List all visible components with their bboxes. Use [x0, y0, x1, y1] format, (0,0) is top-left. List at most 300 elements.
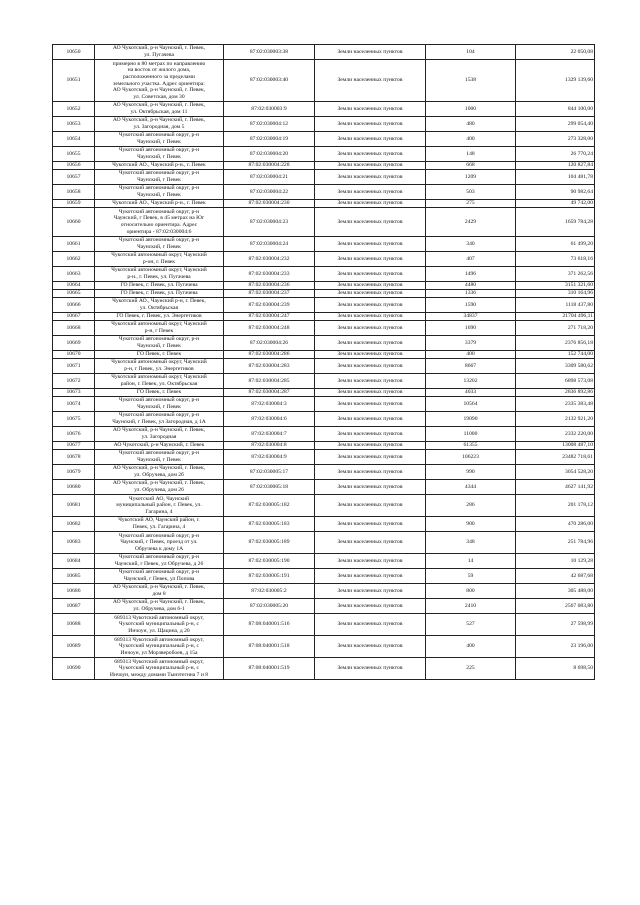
row-number-cell: 10685 — [53, 569, 95, 584]
address-line: Чукотский автономный округ, р-н — [118, 336, 200, 343]
table-row — [53, 132, 595, 147]
cadastral-value-cell: 371 262,56 — [516, 267, 595, 282]
address-line: АО Чукотский, р-н Чаунский, г. Певек, — [112, 45, 206, 52]
address-line: Инчоун, ул Морзверобоев, д 15а — [120, 649, 198, 656]
address-cell — [95, 584, 224, 599]
row-number-cell: 10657 — [53, 170, 95, 185]
land-category-cell: Земли населенных пунктов — [315, 237, 426, 252]
row-number-cell: 10677 — [53, 442, 95, 450]
cadastral-number-cell: 87:02:030004:230 — [224, 200, 315, 208]
land-category-cell: Земли населенных пунктов — [315, 599, 426, 614]
area-cell: 407 — [426, 252, 516, 267]
land-category-cell: Земли населенных пунктов — [315, 200, 426, 208]
address-line: Чукотский автономный округ, Чаунский — [111, 321, 207, 328]
land-category-cell: Земли населенных пунктов — [315, 45, 426, 60]
land-category-cell: Земли населенных пунктов — [315, 208, 426, 237]
cadastral-number-cell: 87:02:030005:2 — [224, 584, 315, 599]
cadastral-number-cell: 87:02:030003:9 — [224, 102, 315, 117]
address-line: дом 8 — [152, 591, 166, 597]
cadastral-value-cell: 23 196,00 — [516, 636, 595, 658]
table-row — [53, 170, 595, 185]
address-cell — [95, 569, 224, 584]
address-line: Инчоун, ул. Щацина, д 20 — [128, 627, 190, 634]
row-number-cell: 10666 — [53, 298, 95, 313]
cadastral-number-cell: 87:02:030004:23 — [224, 208, 315, 237]
cadastral-number-cell: 87:02:030004:247 — [224, 313, 315, 321]
address-line: АО Чукотский, р-н Чаунский, г. Певек, — [112, 427, 206, 434]
cadastral-number-cell: 87:02:030004:287 — [224, 389, 315, 397]
row-number-cell: 10675 — [53, 412, 95, 427]
area-cell: 503 — [426, 185, 516, 200]
area-cell: 13202 — [426, 374, 516, 389]
cadastral-value-cell: 13008 487,10 — [516, 442, 595, 450]
cadastral-number-cell: 87:02:030004:285 — [224, 374, 315, 389]
address-cell — [95, 147, 224, 162]
address-cell — [95, 465, 224, 480]
address-line: ориентира - 87:02:030004:6 — [126, 228, 192, 235]
land-category-cell: Земли населенных пунктов — [315, 147, 426, 162]
cadastral-number-cell: 87:02:030004:248 — [224, 321, 315, 336]
address-line: примерно в 80 метрах по направлению — [112, 60, 206, 67]
table-row — [53, 397, 595, 412]
land-category-cell: Земли населенных пунктов — [315, 290, 426, 298]
cadastral-number-cell: 87:02:030005:20 — [224, 599, 315, 614]
cadastral-value-cell: 251 784,96 — [516, 532, 595, 554]
row-number-cell: 10662 — [53, 252, 95, 267]
address-line: ГО Певек, г. Певек — [136, 351, 182, 358]
address-line: Чукотский автономный округ, Чаунский — [111, 252, 207, 259]
address-line: Чукотский АО., Чаунский р-н., г. Певек — [112, 200, 206, 207]
table-row — [53, 60, 595, 102]
address-cell — [95, 313, 224, 321]
land-category-cell: Земли населенных пунктов — [315, 336, 426, 351]
document-page — [52, 44, 594, 680]
address-cell — [95, 427, 224, 442]
table-row — [53, 298, 595, 313]
address-line: АО Чукотский, р-н Чаунский, г. Певек, — [112, 480, 206, 487]
land-category-cell: Земли населенных пунктов — [315, 321, 426, 336]
land-category-cell: Земли населенных пунктов — [315, 267, 426, 282]
cadastral-value-cell: 8 698,50 — [516, 658, 595, 680]
address-cell — [95, 252, 224, 267]
cadastral-number-cell: 87:02:030005:17 — [224, 465, 315, 480]
table-row — [53, 321, 595, 336]
row-number-cell: 10654 — [53, 132, 95, 147]
area-cell: 286 — [426, 495, 516, 517]
area-cell: 1496 — [426, 267, 516, 282]
table-row — [53, 517, 595, 532]
row-number-cell: 10673 — [53, 389, 95, 397]
address-line: район, г. Певек, ул. Октябрьская — [120, 381, 198, 387]
land-category-cell: Земли населенных пунктов — [315, 397, 426, 412]
address-cell — [95, 162, 224, 170]
address-line: 689313 Чукотский автономный округ, — [114, 614, 204, 621]
address-cell — [95, 237, 224, 252]
cadastral-value-cell: 22 050,08 — [516, 45, 595, 60]
area-cell: 480 — [426, 117, 516, 132]
cadastral-number-cell: 87:02:030004:286 — [224, 351, 315, 359]
address-cell — [95, 290, 224, 298]
area-cell: 148 — [426, 147, 516, 162]
land-category-cell: Земли населенных пунктов — [315, 313, 426, 321]
table-row — [53, 282, 595, 290]
table-row — [53, 427, 595, 442]
address-line: ул. Обручева, дом 2б — [134, 472, 184, 478]
address-line: Чаунский, г Певек, проезд от ул. — [120, 539, 198, 546]
land-category-cell: Земли населенных пунктов — [315, 532, 426, 554]
address-line: Чаунский, г Певек — [137, 244, 181, 250]
land-category-cell: Земли населенных пунктов — [315, 465, 426, 480]
cadastral-number-cell: 87:02:030004:19 — [224, 132, 315, 147]
address-line: р-н, г Певек, ул. Энергетиков — [124, 366, 194, 372]
row-number-cell: 10687 — [53, 599, 95, 614]
cadastral-value-cell: 470 286,00 — [516, 517, 595, 532]
area-cell: 10564 — [426, 397, 516, 412]
table-row — [53, 102, 595, 117]
land-category-cell: Земли населенных пунктов — [315, 389, 426, 397]
cadastral-value-cell: 2567 083,80 — [516, 599, 595, 614]
address-line: АО Чукотский, р-н Чаунский, г. Певек, — [112, 87, 206, 94]
table-row — [53, 658, 595, 680]
area-cell: 106223 — [426, 450, 516, 465]
land-category-cell: Земли населенных пунктов — [315, 102, 426, 117]
address-line: земельного участка. Адрес ориентира: — [113, 80, 205, 87]
table-row — [53, 200, 595, 208]
area-cell: 3379 — [426, 336, 516, 351]
address-line: р-он, г. Певек — [142, 259, 176, 265]
land-category-cell: Земли населенных пунктов — [315, 427, 426, 442]
address-cell — [95, 185, 224, 200]
address-line: ул. Октябрьская, дом 11 — [130, 109, 188, 115]
table-row — [53, 267, 595, 282]
table-row — [53, 569, 595, 584]
address-line: Чукотский автономный округ, р-н — [118, 532, 200, 539]
cadastral-number-cell: 87:02:030004:12 — [224, 117, 315, 132]
address-line: Чаунский, г Певек — [137, 457, 181, 463]
cadastral-number-cell: 87:02:030004:3 — [224, 397, 315, 412]
address-line: Чукотский муниципальный р-н, с — [119, 621, 199, 628]
address-line: ул. Обручева, дом 26 — [134, 487, 184, 493]
row-number-cell: 10682 — [53, 517, 95, 532]
cadastral-number-cell: 87:02:030005:190 — [224, 554, 315, 569]
row-number-cell: 10663 — [53, 267, 95, 282]
land-category-cell: Земли населенных пунктов — [315, 480, 426, 495]
area-cell: 59 — [426, 569, 516, 584]
address-line: Чукотский муниципальный р-н, с — [119, 665, 199, 672]
address-line: Чукотский АО, Чаунский — [128, 495, 190, 502]
area-cell: 1209 — [426, 170, 516, 185]
row-number-cell: 10688 — [53, 614, 95, 636]
row-number-cell: 10674 — [53, 397, 95, 412]
cadastral-number-cell: 87:02:030005:191 — [224, 569, 315, 584]
address-cell — [95, 614, 224, 636]
address-cell — [95, 45, 224, 60]
row-number-cell: 10652 — [53, 102, 95, 117]
address-line: Чаунский, г Певек — [137, 343, 181, 349]
cadastral-value-cell: 61 499,20 — [516, 237, 595, 252]
address-line: ул. Пугачева — [144, 52, 174, 58]
row-number-cell: 10650 — [53, 45, 95, 60]
cadastral-number-cell: 87:08:040001:519 — [224, 658, 315, 680]
cadastral-value-cell: 73 618,16 — [516, 252, 595, 267]
address-line: Чукотский автономный округ, р-н — [118, 554, 200, 561]
land-category-cell: Земли населенных пунктов — [315, 282, 426, 290]
cadastral-value-cell: 844 100,00 — [516, 102, 595, 117]
area-cell: 1590 — [426, 298, 516, 313]
land-category-cell: Земли населенных пунктов — [315, 614, 426, 636]
area-cell: 348 — [426, 532, 516, 554]
address-line: ул. Советская, дом 30 — [133, 93, 185, 100]
table-row — [53, 313, 595, 321]
row-number-cell: 10689 — [53, 636, 95, 658]
land-category-cell: Земли населенных пунктов — [315, 252, 426, 267]
row-number-cell: 10655 — [53, 147, 95, 162]
address-line: ГО Певек, г. Певек, ул. Энергетиков — [116, 313, 202, 320]
cadastral-value-cell: 1329 139,60 — [516, 60, 595, 102]
address-cell — [95, 636, 224, 658]
table-row — [53, 147, 595, 162]
table-row — [53, 45, 595, 60]
cadastral-number-cell: 87:02:030004:239 — [224, 298, 315, 313]
address-line: расположенного за пределами — [123, 73, 195, 80]
table-row — [53, 554, 595, 569]
address-cell — [95, 282, 224, 290]
row-number-cell: 10679 — [53, 465, 95, 480]
area-cell: 400 — [426, 636, 516, 658]
address-line: Певек, ул. Гагарина, 4 — [132, 524, 186, 530]
cadastral-number-cell: 87:02:030004:6 — [224, 412, 315, 427]
area-cell: 527 — [426, 614, 516, 636]
area-cell: 2410 — [426, 599, 516, 614]
row-number-cell: 10686 — [53, 584, 95, 599]
table-row — [53, 495, 595, 517]
table-row — [53, 290, 595, 298]
row-number-cell: 10660 — [53, 208, 95, 237]
address-cell — [95, 495, 224, 517]
land-category-cell: Земли населенных пунктов — [315, 374, 426, 389]
address-line: Инчоун, между домами Тынэтегина 7 и 8 — [109, 671, 209, 678]
row-number-cell: 10678 — [53, 450, 95, 465]
address-line: ГО Певек, г. Певек — [136, 389, 182, 396]
address-line: Чукотский автономный округ, р-н — [118, 170, 200, 177]
row-number-cell: 10661 — [53, 237, 95, 252]
row-number-cell: 10664 — [53, 282, 95, 290]
row-number-cell: 10658 — [53, 185, 95, 200]
address-line: Чаунский, г Певек — [137, 192, 181, 198]
cadastral-value-cell: 27 598,99 — [516, 614, 595, 636]
area-cell: 8667 — [426, 359, 516, 374]
land-category-cell: Земли населенных пунктов — [315, 636, 426, 658]
address-cell — [95, 397, 224, 412]
area-cell: 1000 — [426, 102, 516, 117]
address-cell — [95, 359, 224, 374]
table-body — [53, 45, 595, 680]
address-line: на восток от жилого дома, — [127, 67, 191, 74]
cadastral-value-cell: 120 827,84 — [516, 162, 595, 170]
cadastral-value-cell: 1118 437,80 — [516, 298, 595, 313]
address-cell — [95, 374, 224, 389]
address-line: Чукотский автономный округ, р-н — [118, 208, 200, 215]
land-category-cell: Земли населенных пунктов — [315, 442, 426, 450]
address-line: Чаунский, г Певек — [137, 154, 181, 160]
address-cell — [95, 517, 224, 532]
address-cell — [95, 298, 224, 313]
address-cell — [95, 442, 224, 450]
area-cell: 4344 — [426, 480, 516, 495]
cadastral-value-cell: 310 164,96 — [516, 290, 595, 298]
address-line: АО Чукотский, р-н Чаунский, г. Певек, — [112, 599, 206, 606]
table-row — [53, 480, 595, 495]
table-row — [53, 359, 595, 374]
row-number-cell: 10667 — [53, 313, 95, 321]
cadastral-value-cell: 305 488,00 — [516, 584, 595, 599]
cadastral-number-cell: 87:02:030004:232 — [224, 252, 315, 267]
cadastral-number-cell: 87:08:040001:516 — [224, 614, 315, 636]
cadastral-value-cell: 104 481,78 — [516, 170, 595, 185]
address-line: Чукотский автономный округ, р-н — [118, 450, 200, 457]
cadastral-number-cell: 87:02:030004:228 — [224, 162, 315, 170]
cadastral-value-cell: 152 744,00 — [516, 351, 595, 359]
address-line: Чукотский муниципальный р-н, с — [119, 643, 199, 650]
table-row — [53, 412, 595, 427]
cadastral-value-cell: 2376 856,18 — [516, 336, 595, 351]
cadastral-value-cell: 201 178,12 — [516, 495, 595, 517]
cadastral-value-cell: 2836 892,86 — [516, 389, 595, 397]
address-cell — [95, 658, 224, 680]
address-line: АО Чукотский, р-н Чаунский, г. Певек, — [112, 465, 206, 472]
row-number-cell: 10656 — [53, 162, 95, 170]
address-cell — [95, 208, 224, 237]
cadastral-value-cell: 1659 784,28 — [516, 208, 595, 237]
table-row — [53, 636, 595, 658]
address-line: АО Чукотский, р-н Чаунский, г. Певек, — [112, 117, 206, 124]
cadastral-value-cell: 26 770,24 — [516, 147, 595, 162]
table-row — [53, 208, 595, 237]
address-line: ГО Певек, г. Певек, ул. Пугачева — [120, 282, 198, 289]
area-cell: 14 — [426, 554, 516, 569]
cadastral-number-cell: 87:02:030004:24 — [224, 237, 315, 252]
table-row — [53, 237, 595, 252]
address-line: ул. Загородная, дом 5 — [133, 124, 185, 130]
address-cell — [95, 200, 224, 208]
address-line: Чукотский автономный округ, р-н — [118, 237, 200, 244]
address-line: Чукотский автономный округ, р-н — [118, 147, 200, 154]
area-cell: 4033 — [426, 389, 516, 397]
address-line: Чукотский автономный округ, р-н — [118, 132, 200, 139]
address-line: р-н., г. Певек, ул. Пугачева — [127, 274, 191, 280]
land-category-cell: Земли населенных пунктов — [315, 584, 426, 599]
area-cell: 225 — [426, 658, 516, 680]
table-row — [53, 252, 595, 267]
cadastral-number-cell: 87:02:030005:182 — [224, 495, 315, 517]
land-category-cell: Земли населенных пунктов — [315, 162, 426, 170]
row-number-cell: 10659 — [53, 200, 95, 208]
table-row — [53, 465, 595, 480]
address-line: АО Чукотский, р-н Чаунский, г. Певек, — [112, 102, 206, 109]
table-row — [53, 117, 595, 132]
address-cell — [95, 117, 224, 132]
row-number-cell: 10690 — [53, 658, 95, 680]
address-line: Чаунский, г Певек, ул Обручева, д 26 — [114, 561, 204, 567]
land-category-cell: Земли населенных пунктов — [315, 351, 426, 359]
address-cell — [95, 412, 224, 427]
cadastral-value-cell: 271 718,20 — [516, 321, 595, 336]
address-cell — [95, 554, 224, 569]
land-category-cell: Земли населенных пунктов — [315, 658, 426, 680]
area-cell: 11000 — [426, 427, 516, 442]
address-cell — [95, 450, 224, 465]
address-line: ул. Обручева, дом 6-1 — [133, 606, 185, 612]
address-cell — [95, 60, 224, 102]
cadastral-number-cell: 87:02:030005:189 — [224, 532, 315, 554]
cadastral-number-cell: 87:02:030004:236 — [224, 282, 315, 290]
area-cell: 990 — [426, 465, 516, 480]
address-line: АО Чукотский, р-н Чаунский, г. Певек — [113, 442, 205, 449]
row-number-cell: 10651 — [53, 60, 95, 102]
cadastral-number-cell: 87:02:030004:7 — [224, 427, 315, 442]
land-category-cell: Земли населенных пунктов — [315, 554, 426, 569]
land-category-cell: Земли населенных пунктов — [315, 185, 426, 200]
cadastral-value-cell: 23482 718,61 — [516, 450, 595, 465]
row-number-cell: 10680 — [53, 480, 95, 495]
address-cell — [95, 389, 224, 397]
cadastral-number-cell: 87:02:030005:18 — [224, 480, 315, 495]
address-line: Обручева к дому 1А — [134, 545, 184, 552]
cadastral-value-cell: 2132 921,20 — [516, 412, 595, 427]
row-number-cell: 10670 — [53, 351, 95, 359]
row-number-cell: 10668 — [53, 321, 95, 336]
cadastral-value-cell: 49 742,00 — [516, 200, 595, 208]
area-cell: 1538 — [426, 60, 516, 102]
land-registry-table — [52, 44, 595, 680]
table-row — [53, 584, 595, 599]
address-cell — [95, 480, 224, 495]
address-line: Чаунский, г Певек, ул Попова — [123, 576, 195, 582]
address-line: Чукотский автономный округ, р-н — [118, 397, 200, 404]
area-cell: 61355 — [426, 442, 516, 450]
address-cell — [95, 532, 224, 554]
address-cell — [95, 351, 224, 359]
address-line: Чукотский автономный округ, р-н — [118, 185, 200, 192]
area-cell: 668 — [426, 162, 516, 170]
cadastral-value-cell: 299 054,40 — [516, 117, 595, 132]
row-number-cell: 10684 — [53, 554, 95, 569]
cadastral-number-cell: 87:02:030003:38 — [224, 45, 315, 60]
land-category-cell: Земли населенных пунктов — [315, 117, 426, 132]
address-line: Чаунский, г Певек — [137, 404, 181, 410]
land-category-cell: Земли населенных пунктов — [315, 569, 426, 584]
address-line: муниципальный район, г. Певек, ул. — [116, 502, 202, 509]
table-row — [53, 389, 595, 397]
area-cell: 340 — [426, 237, 516, 252]
table-row — [53, 442, 595, 450]
cadastral-value-cell: 3054 528,20 — [516, 465, 595, 480]
row-number-cell: 10669 — [53, 336, 95, 351]
row-number-cell: 10676 — [53, 427, 95, 442]
cadastral-number-cell: 87:02:030004:21 — [224, 170, 315, 185]
area-cell: 900 — [426, 517, 516, 532]
row-number-cell: 10665 — [53, 290, 95, 298]
area-cell: 400 — [426, 132, 516, 147]
cadastral-value-cell: 90 982,64 — [516, 185, 595, 200]
area-cell: 19090 — [426, 412, 516, 427]
area-cell: 1336 — [426, 290, 516, 298]
table-row — [53, 374, 595, 389]
row-number-cell: 10671 — [53, 359, 95, 374]
table-row — [53, 185, 595, 200]
address-cell — [95, 599, 224, 614]
cadastral-number-cell: 87:02:030004:283 — [224, 359, 315, 374]
